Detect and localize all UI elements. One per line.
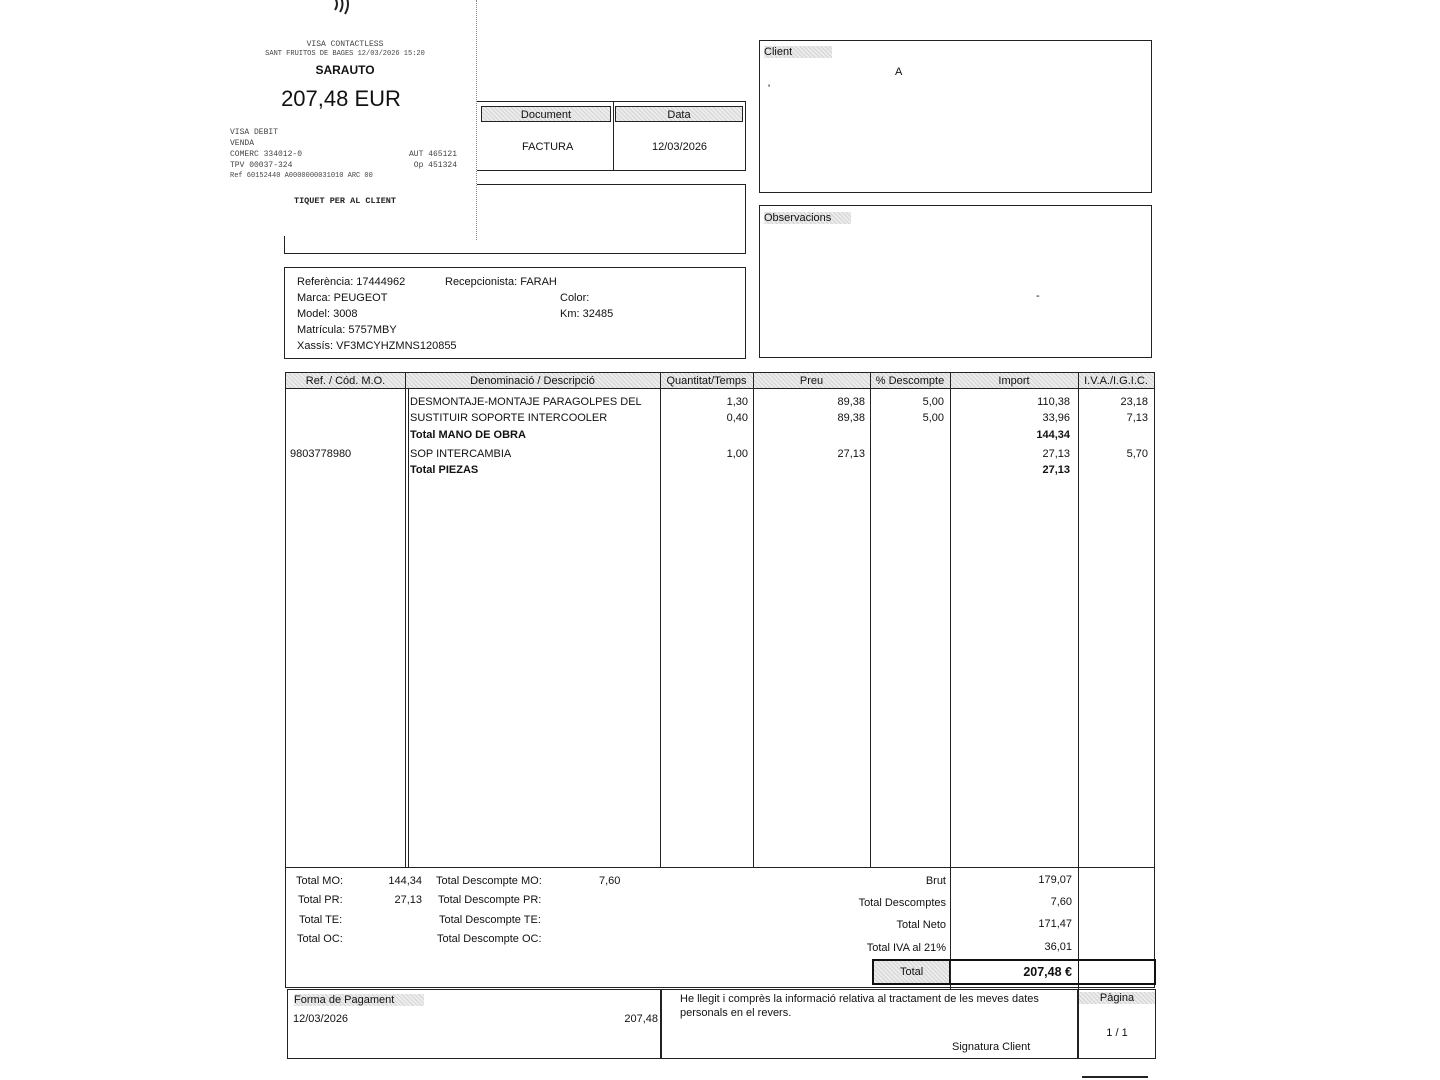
document-box xyxy=(476,101,746,171)
discount-mo-label: Total Descompte MO: xyxy=(436,875,542,887)
receipt-detail-left: VISA DEBIT xyxy=(230,128,279,137)
cell-disc: 5,00 xyxy=(922,412,944,424)
cell-vat: 7,13 xyxy=(1126,412,1148,424)
total-mo-value: 144,34 xyxy=(388,875,422,887)
net-total-value: 171,47 xyxy=(1038,918,1072,930)
observations-box xyxy=(759,205,1152,358)
table-row xyxy=(286,412,1154,427)
col-discount: % Descompte xyxy=(870,373,950,389)
discount-mo-value: 7,60 xyxy=(599,875,621,887)
vehicle-box xyxy=(284,267,746,359)
vehicle-model: Model: 3008 xyxy=(297,308,358,320)
receipt-line1: VISA CONTACTLESS xyxy=(306,40,384,49)
payment-box xyxy=(287,989,661,1059)
cell-desc: SUSTITUIR SOPORTE INTERCOOLER xyxy=(410,412,608,424)
col-desc: Denominació / Descripció xyxy=(405,373,660,389)
receipt-detail-left: VENDA xyxy=(230,139,255,148)
brut-label: Brut xyxy=(925,875,946,887)
vehicle-brand: Marca: PEUGEOT xyxy=(297,292,388,304)
cell-qty: 1,00 xyxy=(726,448,748,460)
page-number: 1 / 1 xyxy=(1106,1027,1128,1039)
discount-oc-label: Total Descompte OC: xyxy=(437,933,542,945)
payment-amount: 207,48 xyxy=(624,1013,658,1025)
cell-amount: 27,13 xyxy=(1042,448,1070,460)
vat-total-label: Total IVA al 21% xyxy=(866,942,946,954)
receipt-detail-right: AUT 465121 xyxy=(408,150,457,159)
col-vat: I.V.A./I.G.I.C. xyxy=(1078,373,1154,389)
grand-total-value: 207,48 € xyxy=(1023,965,1072,979)
table-row xyxy=(286,429,1154,444)
table-row xyxy=(286,448,1154,463)
cell-qty: 0,40 xyxy=(726,412,748,424)
page-box xyxy=(1078,989,1156,1059)
cell-amount: 144,34 xyxy=(1036,429,1070,441)
net-total-label: Total Neto xyxy=(896,919,946,931)
total-pr-value: 27,13 xyxy=(394,894,422,906)
contactless-icon xyxy=(331,0,355,19)
scan-mark xyxy=(1082,1076,1148,1078)
cell-price: 27,13 xyxy=(837,448,865,460)
cell-vat: 5,70 xyxy=(1126,448,1148,460)
cell-desc: Total PIEZAS xyxy=(410,464,479,476)
cell-amount: 110,38 xyxy=(1037,396,1070,408)
cell-desc: Total MANO DE OBRA xyxy=(410,429,526,441)
total-mo-label: Total MO: xyxy=(296,875,344,887)
observations-mark: - xyxy=(1036,290,1040,302)
total-discounts-value: 7,60 xyxy=(1050,896,1072,908)
document-date: 12/03/2026 xyxy=(652,141,708,153)
receipt-merchant: SARAUTO xyxy=(315,63,375,77)
cell-desc: DESMONTAJE-MONTAJE PARAGOLPES DEL xyxy=(410,396,642,408)
client-mark: ' xyxy=(768,83,771,95)
cell-amount: 33,96 xyxy=(1042,412,1070,424)
items-table xyxy=(285,372,1155,988)
grand-total-row xyxy=(872,959,1156,985)
receipt-line2: SANT FRUITOS DE BAGES 12/03/2026 15:20 xyxy=(265,50,425,58)
brut-value: 179,07 xyxy=(1038,874,1072,886)
cell-price: 89,38 xyxy=(837,396,865,408)
vat-total-value: 36,01 xyxy=(1044,941,1072,953)
client-name: A xyxy=(895,66,903,78)
col-ref: Ref. / Cód. M.O. xyxy=(286,373,405,389)
grand-total-label: Total xyxy=(900,966,924,978)
document-label: Document xyxy=(481,106,611,122)
vehicle-color: Color: xyxy=(560,292,590,304)
table-row xyxy=(286,396,1154,411)
col-qty: Quantitat/Temps xyxy=(660,373,753,389)
cell-vat: 23,18 xyxy=(1120,396,1148,408)
cell-desc: SOP INTERCAMBIA xyxy=(410,448,512,460)
card-receipt xyxy=(225,0,477,240)
discount-pr-label: Total Descompte PR: xyxy=(438,894,542,906)
discount-te-label: Total Descompte TE: xyxy=(439,914,541,926)
vehicle-km: Km: 32485 xyxy=(560,308,614,320)
signature-label: Signatura Client xyxy=(952,1041,1031,1053)
receipt-detail-left: COMERC 334012-0 xyxy=(230,150,303,159)
cell-price: 89,38 xyxy=(837,412,865,424)
payment-label: Forma de Pagament xyxy=(294,994,424,1006)
receipt-detail-right: Op 451324 xyxy=(413,161,457,170)
vehicle-plate: Matrícula: 5757MBY xyxy=(297,324,397,336)
client-label: Client xyxy=(764,46,832,58)
observations-label: Observacions xyxy=(764,212,851,224)
document-type: FACTURA xyxy=(522,141,574,153)
receipt-detail-left: Ref 60152440 A0000000031010 ARC 00 xyxy=(230,172,373,180)
vehicle-chassis: Xassís: VF3MCYHZMNS120855 xyxy=(297,340,457,352)
col-amount: Import xyxy=(950,373,1078,389)
col-price: Preu xyxy=(753,373,870,389)
total-discounts-label: Total Descomptes xyxy=(858,897,946,909)
cell-disc: 5,00 xyxy=(922,396,944,408)
table-header xyxy=(286,373,1154,389)
receipt-footer: TIQUET PER AL CLIENT xyxy=(293,196,397,206)
page-label: Pàgina xyxy=(1079,992,1155,1004)
total-pr-label: Total PR: xyxy=(298,894,343,906)
receipt-amount: 207,48 EUR xyxy=(281,86,401,111)
payment-date: 12/03/2026 xyxy=(293,1013,349,1025)
vehicle-reference: Referència: 17444962 xyxy=(297,276,406,288)
client-box xyxy=(759,40,1152,193)
privacy-text: He llegit i comprès la informació relativa al tractament de les meves dates personals en el revers. xyxy=(680,993,1039,1019)
receipt-detail-left: TPV 00037-324 xyxy=(230,161,293,170)
cell-qty: 1,30 xyxy=(726,396,748,408)
table-row xyxy=(286,464,1154,479)
total-oc-label: Total OC: xyxy=(297,933,343,945)
total-te-label: Total TE: xyxy=(299,914,343,926)
privacy-box xyxy=(661,989,1078,1059)
cell-ref: 9803778980 xyxy=(290,448,352,460)
date-label: Data xyxy=(615,106,743,122)
cell-amount: 27,13 xyxy=(1042,464,1070,476)
vehicle-receptionist: Recepcionista: FARAH xyxy=(445,276,557,288)
